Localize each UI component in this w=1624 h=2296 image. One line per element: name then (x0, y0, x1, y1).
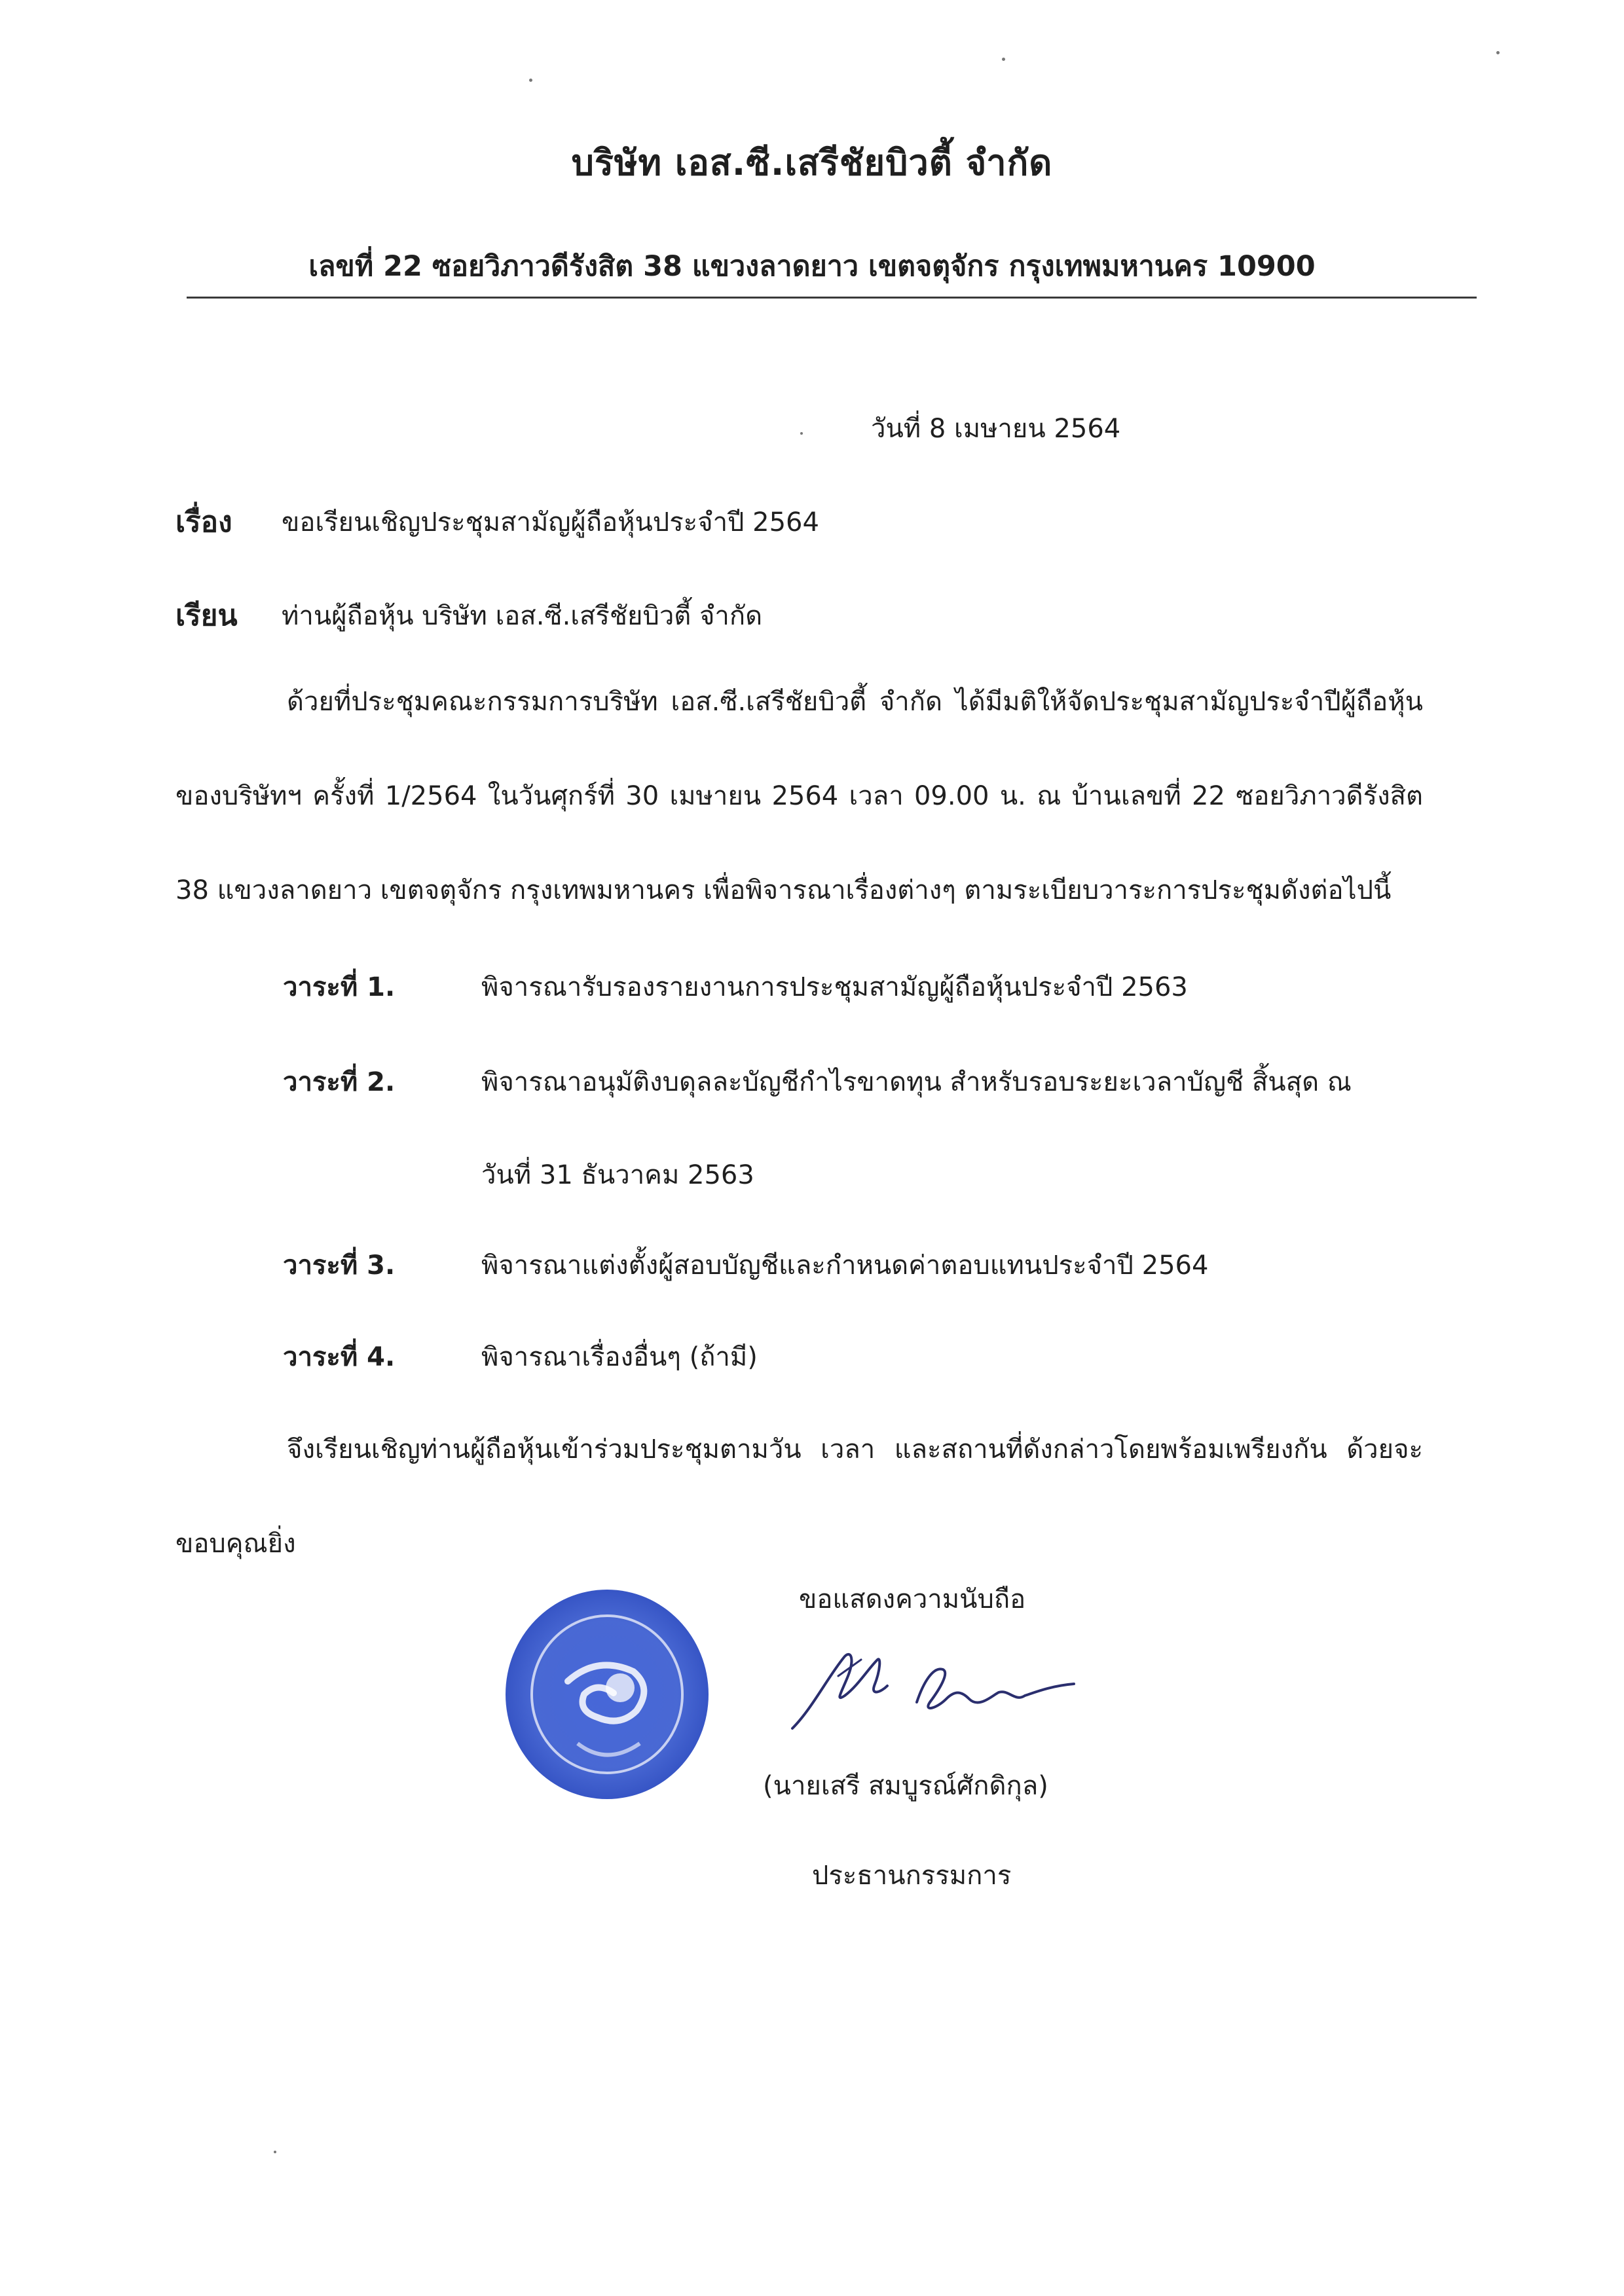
agenda-item-4-text: พิจารณาเรื่องอื่นๆ (ถ้ามี) (481, 1342, 758, 1372)
agenda-item-1-label: วาระที่ 1. (283, 972, 396, 1002)
seal-emblem-dot (606, 1673, 635, 1702)
scan-speck (529, 79, 532, 82)
company-seal (499, 1583, 715, 1806)
seal-disc (506, 1590, 709, 1799)
subject-text: ขอเรียนเชิญประชุมสามัญผู้ถือหุ้นประจำปี 2564 (282, 507, 819, 538)
signature-stroke-1 (792, 1654, 887, 1728)
company-name: บริษัท เอส.ซี.เสรีชัยบิวตี้ จำกัด (571, 142, 1053, 183)
agenda-item-3-text: พิจารณาแต่งตั้งผู้สอบบัญชีและกำหนดค่าตอบแทนประจำปี 2564 (481, 1250, 1209, 1281)
signature-stroke-2 (917, 1669, 1074, 1708)
agenda-item-2-label: วาระที่ 2. (283, 1067, 396, 1097)
company-address: เลขที่ 22 ซอยวิภาวดีรังสิต 38 แขวงลาดยาว เขตจตุจักร กรุงเทพมหานคร 10900 (308, 250, 1316, 283)
recipient-text: ท่านผู้ถือหุ้น บริษัท เอส.ซี.เสรีชัยบิวตี้ จำกัด (282, 601, 763, 631)
header-divider (187, 297, 1477, 299)
closing-paragraph: จึงเรียนเชิญท่านผู้ถือหุ้นเข้าร่วมประชุมตามวัน เวลา และสถานที่ดังกล่าวโดยพร้อมเพรียงกัน ด้วยจะขอบคุณยิ่ง (175, 1434, 1423, 1559)
signature-scribble (783, 1630, 1084, 1755)
body-paragraph: ด้วยที่ประชุมคณะกรรมการบริษัท เอส.ซี.เสรีชัยบิวตี้ จำกัด ได้มีมติให้จัดประชุมสามัญประจำปีผู้ถือหุ้นของบริษัทฯ ครั้งที่ 1/2564 ในวันศุกร์ที่ 30 เมษายน 2564 เวลา 09.00 น. ณ บ้านเลขที่ 22 ซอยวิภาวดีรังสิต 38 แขวงลาดยาว เขตจตุจักร กรุงเทพมหานคร เพื่อพิจารณาเรื่องต่างๆ ตามระเบียบวาระการประชุมดังต่อไปนี้ (175, 687, 1423, 905)
scan-speck (800, 432, 803, 435)
signatory-name: (นายเสรี สมบูรณ์ศักดิกุล) (763, 1771, 1048, 1801)
agenda-item-2-text-line2: วันที่ 31 ธันวาคม 2563 (481, 1160, 754, 1190)
scan-speck (1496, 51, 1500, 54)
scan-speck (274, 2151, 276, 2153)
agenda-item-4-label: วาระที่ 4. (283, 1342, 396, 1372)
letter-date: วันที่ 8 เมษายน 2564 (871, 414, 1121, 444)
agenda-item-2-text: พิจารณาอนุมัติงบดุลละบัญชีกำไรขาดทุน สำหรับรอบระยะเวลาบัญชี สิ้นสุด ณ (481, 1067, 1352, 1097)
recipient-label: เรียน (175, 599, 238, 632)
agenda-item-3-label: วาระที่ 3. (283, 1250, 396, 1281)
sign-off-closing: ขอแสดงความนับถือ (799, 1584, 1026, 1614)
signatory-title: ประธานกรรมการ (812, 1861, 1012, 1891)
agenda-item-1-text: พิจารณารับรองรายงานการประชุมสามัญผู้ถือหุ้นประจำปี 2563 (481, 972, 1188, 1002)
subject-label: เรื่อง (175, 505, 232, 539)
scan-speck (1002, 58, 1005, 61)
